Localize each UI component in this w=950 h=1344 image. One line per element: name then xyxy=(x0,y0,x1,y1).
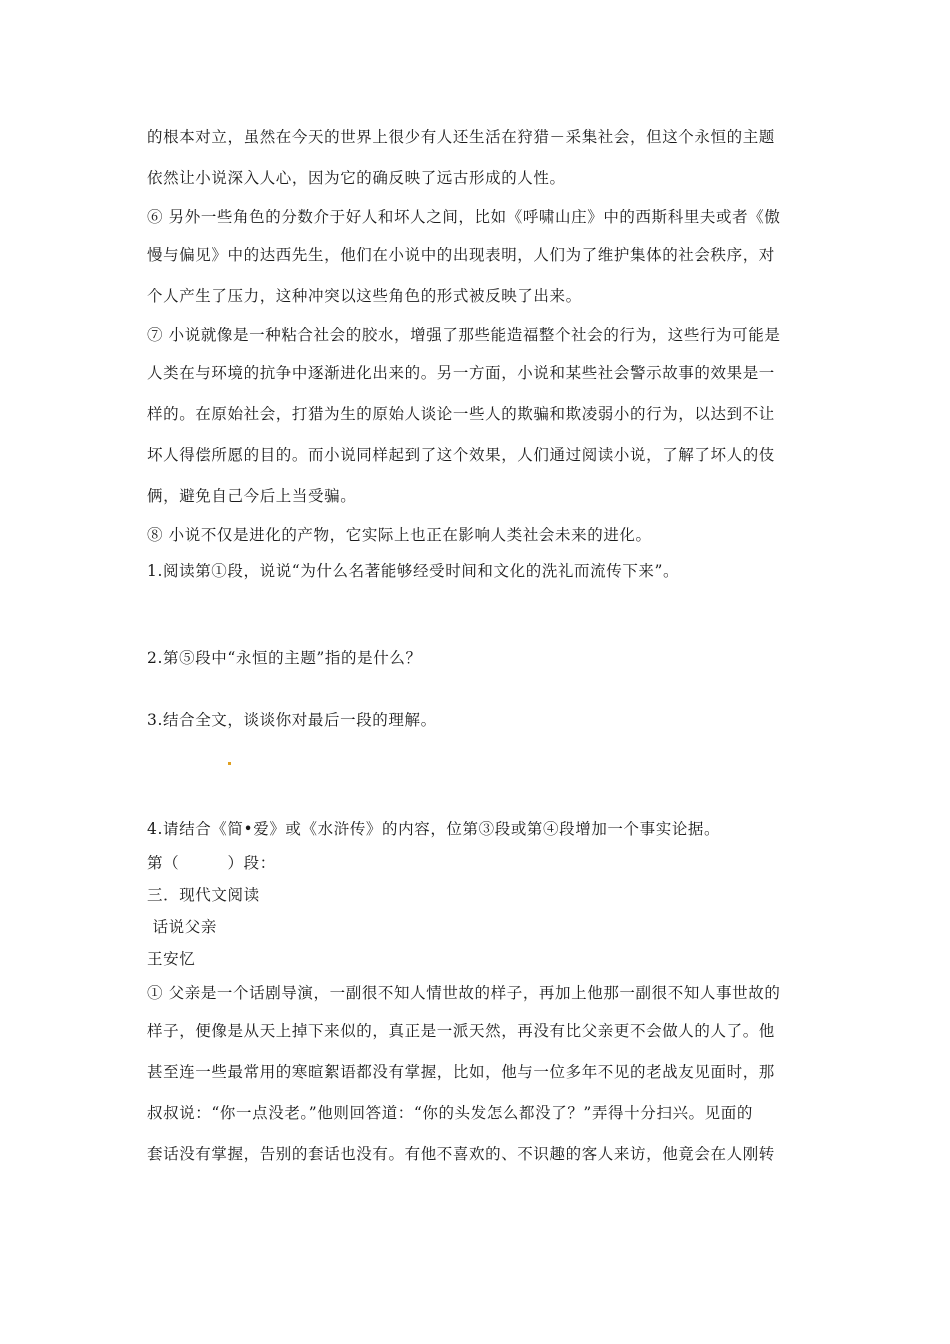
article-title: 话说父亲 xyxy=(147,918,217,936)
text-line: 套话没有掌握，告别的套话也没有。有他不喜欢的、不识趣的客人来访，他竟会在人刚转 xyxy=(147,1145,775,1163)
answer-space xyxy=(147,737,812,812)
text-line: 坏人得偿所愿的目的。而小说同样起到了这个效果，人们通过阅读小说，了解了坏人的伎 xyxy=(147,446,775,464)
text-line: 慢与偏见》中的达西先生，他们在小说中的出现表明，人们为了维护集体的社会秩序，对 xyxy=(147,246,775,264)
stray-mark xyxy=(228,762,231,765)
answer-space xyxy=(147,589,812,641)
answer-label: 第（ ）段： xyxy=(147,854,276,872)
text-line: 依然让小说深入人心，因为它的确反映了远古形成的人性。 xyxy=(147,169,566,187)
text-line: 俩，避免自己今后上当受骗。 xyxy=(147,487,357,505)
document-page xyxy=(147,117,812,1175)
text-line: ① 父亲是一个话剧导演，一副很不知人情世故的样子，再加上他那一副很不知人事世故的 xyxy=(147,984,781,1002)
question-4: 4.请结合《简•爱》或《水浒传》的内容，位第③段或第④段增加一个事实论据。 xyxy=(147,820,721,838)
question-1: 1.阅读第①段，说说“为什么名著能够经受时间和文化的洗礼而流传下来”。 xyxy=(147,562,680,580)
text-line: 样子，便像是从天上掉下来似的，真正是一派天然，再没有比父亲更不会做人的人了。他 xyxy=(147,1022,775,1040)
article-author: 王安忆 xyxy=(147,950,196,968)
text-line: ⑥ 另外一些角色的分数介于好人和坏人之间，比如《呼啸山庄》中的西斯科里夫或者《傲 xyxy=(147,208,781,226)
text-line: 的根本对立，虽然在今天的世界上很少有人还生活在狩猎－采集社会，但这个永恒的主题 xyxy=(147,128,775,146)
question-2: 2.第⑤段中“永恒的主题”指的是什么？ xyxy=(147,649,422,667)
text-line: 人类在与环境的抗争中逐渐进化出来的。另一方面，小说和某些社会警示故事的效果是一 xyxy=(147,364,775,382)
text-line: ⑦ 小说就像是一种粘合社会的胶水，增强了那些能造福整个社会的行为，这些行为可能是 xyxy=(147,326,781,344)
text-line: 甚至连一些最常用的寒暄絮语都没有掌握，比如，他与一位多年不见的老战友见面时，那 xyxy=(147,1063,775,1081)
text-line: 样的。在原始社会，打猎为生的原始人谈论一些人的欺骗和欺凌弱小的行为，以达到不让 xyxy=(147,405,775,423)
question-3: 3.结合全文，谈谈你对最后一段的理解。 xyxy=(147,711,437,729)
answer-space xyxy=(147,675,812,703)
section-heading: 三．现代文阅读 xyxy=(147,886,260,904)
text-line: ⑧ 小说不仅是进化的产物，它实际上也正在影响人类社会未来的进化。 xyxy=(147,526,652,544)
text-line: 个人产生了压力，这种冲突以这些角色的形式被反映了出来。 xyxy=(147,287,582,305)
text-line: 叔叔说：“你一点没老。”他则回答道：“你的头发怎么都没了？”弄得十分扫兴。见面的 xyxy=(147,1104,753,1122)
